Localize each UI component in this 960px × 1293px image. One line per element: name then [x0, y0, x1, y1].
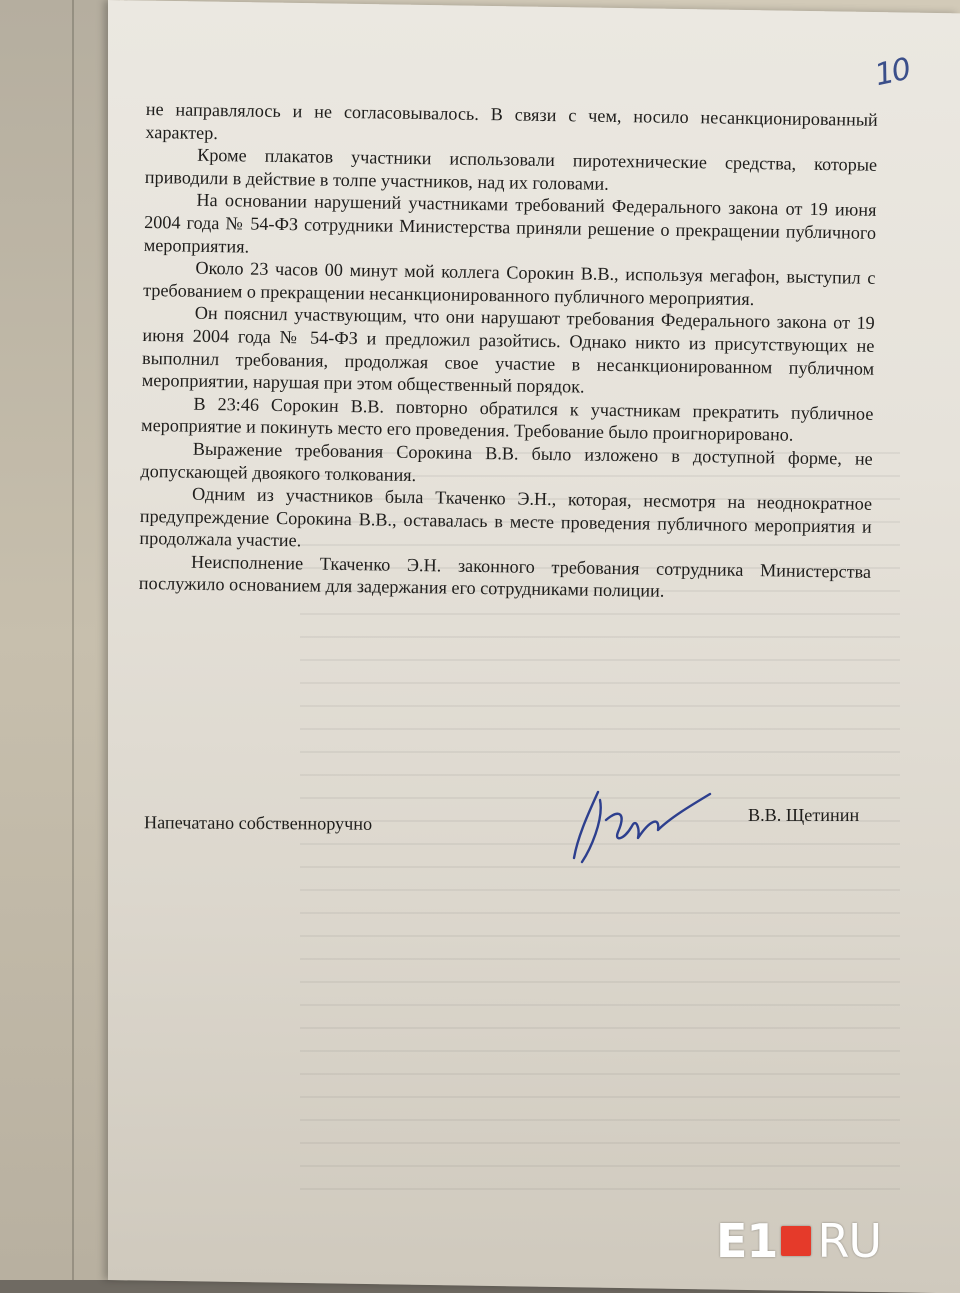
logo-suffix: RU: [817, 1214, 882, 1268]
paragraph: Неисполнение Ткаченко Э.Н. законного требования сотрудника Министерства послужило основанием для задержания его сотрудниками полиции.: [138, 551, 872, 602]
paragraph: На основании нарушений участниками требований Федерального закона от 19 июня 2004 года № 54-ФЗ сотрудники Министерства приняли решение о прекращении публичного мероприятия.: [143, 190, 877, 257]
logo-red-square: [781, 1226, 811, 1256]
paragraph: не направлялось и не согласовывалось. В связи с чем, носило несанкционированный характер.: [145, 98, 878, 143]
document-body: [139, 98, 878, 606]
paragraph: Около 23 часов 00 минут мой коллега Сорокин В.В., используя мегафон, выступил с требованием о прекращении несанкционированного публичного мероприятия.: [143, 257, 876, 309]
underlying-sheet: [0, 0, 120, 1280]
paragraph: В 23:46 Сорокин В.В. повторно обратился к участникам прекратить публичное мероприятие и покинуть место его проведения. Требование было проигнорировано.: [140, 393, 874, 445]
paragraph: Он пояснил участвующим, что они нарушают требования Федерального закона от 19 июня 2004 года № 54-ФЗ и предложил разойтись. Однако никто из присутствующих не выполнил требования, продолжая свое участие в несанкционированном публичном мероприятии, нарушая при этом общественный порядок.: [141, 303, 875, 397]
sheet-edge: [72, 0, 74, 1280]
typed-note: Напечатано собственноручно: [143, 812, 373, 834]
signer-name: В.В. Щетинин: [748, 805, 860, 825]
paragraph: Одним из участников была Ткаченко Э.Н., которая, несмотря на неоднократное предупреждение Сорокина В.В., оставалась в месте проведения публичного мероприятия и продолжала участие.: [139, 483, 873, 551]
logo-text: E1: [716, 1214, 778, 1268]
paragraph: Кроме плакатов участники использовали пиротехнические средства, которые приводили в действие в толпе участников, над их головами.: [144, 144, 878, 194]
e1-logo: [716, 1216, 881, 1266]
paragraph: Выражение требования Сорокина В.В. было изложено в доступной форме, не допускающей двоякого толкования.: [140, 438, 873, 485]
handwritten-page-number: 10: [871, 51, 913, 94]
handwritten-signature: [560, 780, 720, 870]
